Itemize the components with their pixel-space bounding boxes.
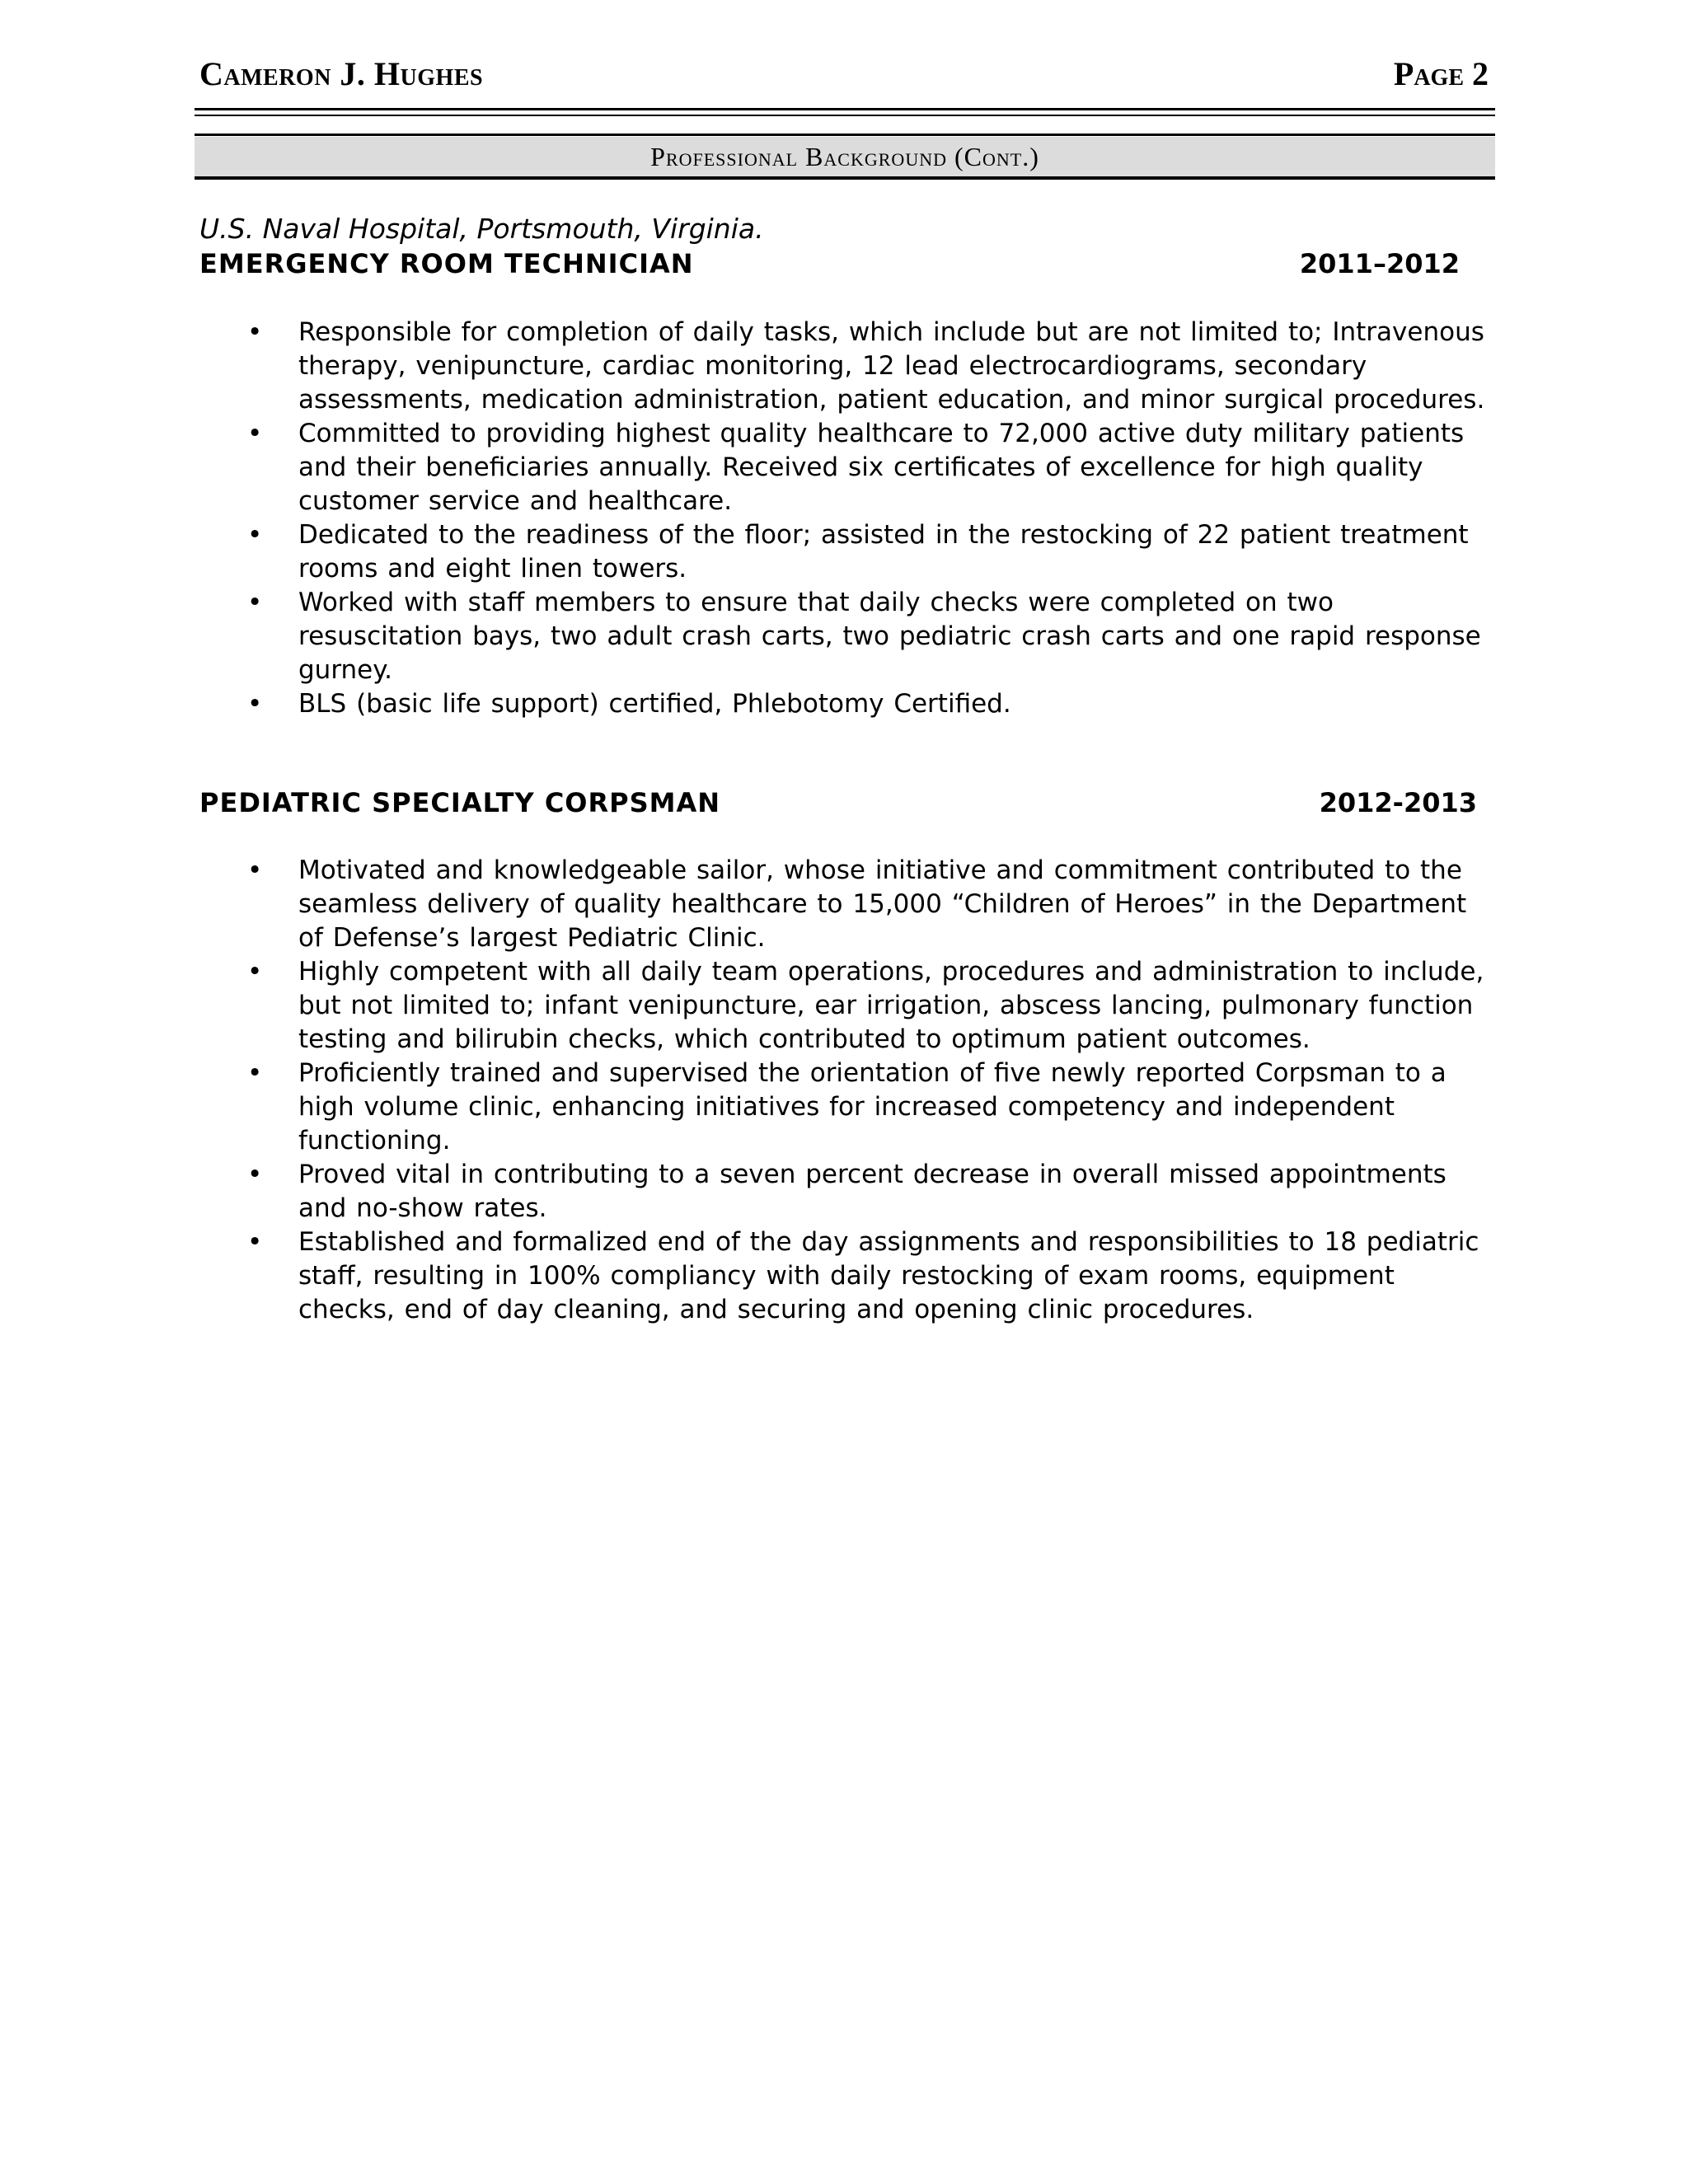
bullet-icon: • <box>247 1058 263 1088</box>
candidate-name: Cameron J. Hughes <box>199 55 484 92</box>
duty-text: Highly competent with all daily team operations, procedures and administration to include, but not limited to; infant venipuncture, ear irrigation, abscess lancing, pulmonary function testing and bilirubin checks, which contributed to optimum patient outcomes. <box>298 957 1484 1054</box>
duty-text: Worked with staff members to ensure that daily checks were completed on two resuscitation bays, two adult crash carts, two pediatric crash carts and one rapid response gurney. <box>298 588 1481 685</box>
list-item <box>247 1057 1496 1158</box>
bullet-icon: • <box>247 419 263 448</box>
bullet-icon: • <box>247 1227 263 1257</box>
duty-text: BLS (basic life support) certified, Phlebotomy Certified. <box>298 689 1011 719</box>
duty-text: Committed to providing highest quality healthcare to 72,000 active duty military patients and their beneficiaries annually. Received six certificates of excellence for high quality customer service and healthcare. <box>298 419 1465 516</box>
duty-text: Responsible for completion of daily tasks, which include but are not limited to; Intravenous therapy, venipuncture, cardiac monitoring, 12 lead electrocardiograms, secondary assessments, medication administration, patient education, and minor surgical procedures. <box>298 317 1485 415</box>
job-dates-pediatric-specialty-corpsman: 2012-2013 <box>1319 787 1477 818</box>
bullet-icon: • <box>247 1160 263 1189</box>
bullet-icon: • <box>247 317 263 347</box>
list-item <box>247 687 1496 721</box>
section-rule-top <box>195 134 1495 136</box>
list-item <box>247 1226 1496 1327</box>
job-title-pediatric-specialty-corpsman: PEDIATRIC SPECIALTY CORPSMAN <box>199 787 721 818</box>
list-item <box>247 955 1496 1057</box>
list-item <box>247 1158 1496 1226</box>
job-duties-list-emergency-room-technician <box>247 316 1496 721</box>
list-item <box>247 586 1496 687</box>
bullet-icon: • <box>247 855 263 885</box>
list-item <box>247 417 1496 518</box>
section-title: Professional Background (Cont.) <box>650 142 1039 171</box>
duty-text: Dedicated to the readiness of the floor; assisted in the restocking of 22 patient treatment rooms and eight linen towers. <box>298 520 1469 583</box>
job-dates-emergency-room-technician: 2011–2012 <box>1299 248 1460 279</box>
bullet-icon: • <box>247 957 263 987</box>
header-rule-bottom <box>195 115 1495 116</box>
list-item <box>247 518 1496 586</box>
duty-text: Motivated and knowledgeable sailor, whose initiative and commitment contributed to the seamless delivery of quality healthcare to 15,000 “Children of Heroes” in the Department of Defense’s largest Pediatric Clinic. <box>298 855 1467 953</box>
bullet-icon: • <box>247 689 263 719</box>
header-rule-top <box>195 108 1495 110</box>
bullet-icon: • <box>247 520 263 550</box>
duty-text: Established and formalized end of the day assignments and responsibilities to 18 pediatric staff, resulting in 100% compliancy with daily restocking of exam rooms, equipment checks, end of day cleaning, and securing and opening clinic procedures. <box>298 1227 1479 1324</box>
section-header-bar <box>195 137 1495 180</box>
list-item <box>247 316 1496 417</box>
list-item <box>247 854 1496 955</box>
bullet-icon: • <box>247 588 263 617</box>
page-number: Page 2 <box>1393 55 1489 92</box>
duty-text: Proved vital in contributing to a seven percent decrease in overall missed appointments and no-show rates. <box>298 1160 1447 1223</box>
job-duties-list-pediatric-specialty-corpsman <box>247 854 1496 1327</box>
job-title-emergency-room-technician: EMERGENCY ROOM TECHNICIAN <box>199 248 694 279</box>
employer-name: U.S. Naval Hospital, Portsmouth, Virginia. <box>199 213 764 245</box>
duty-text: Proficiently trained and supervised the orientation of five newly reported Corpsman to a high volume clinic, enhancing initiatives for increased competency and independent functioning. <box>298 1058 1447 1155</box>
